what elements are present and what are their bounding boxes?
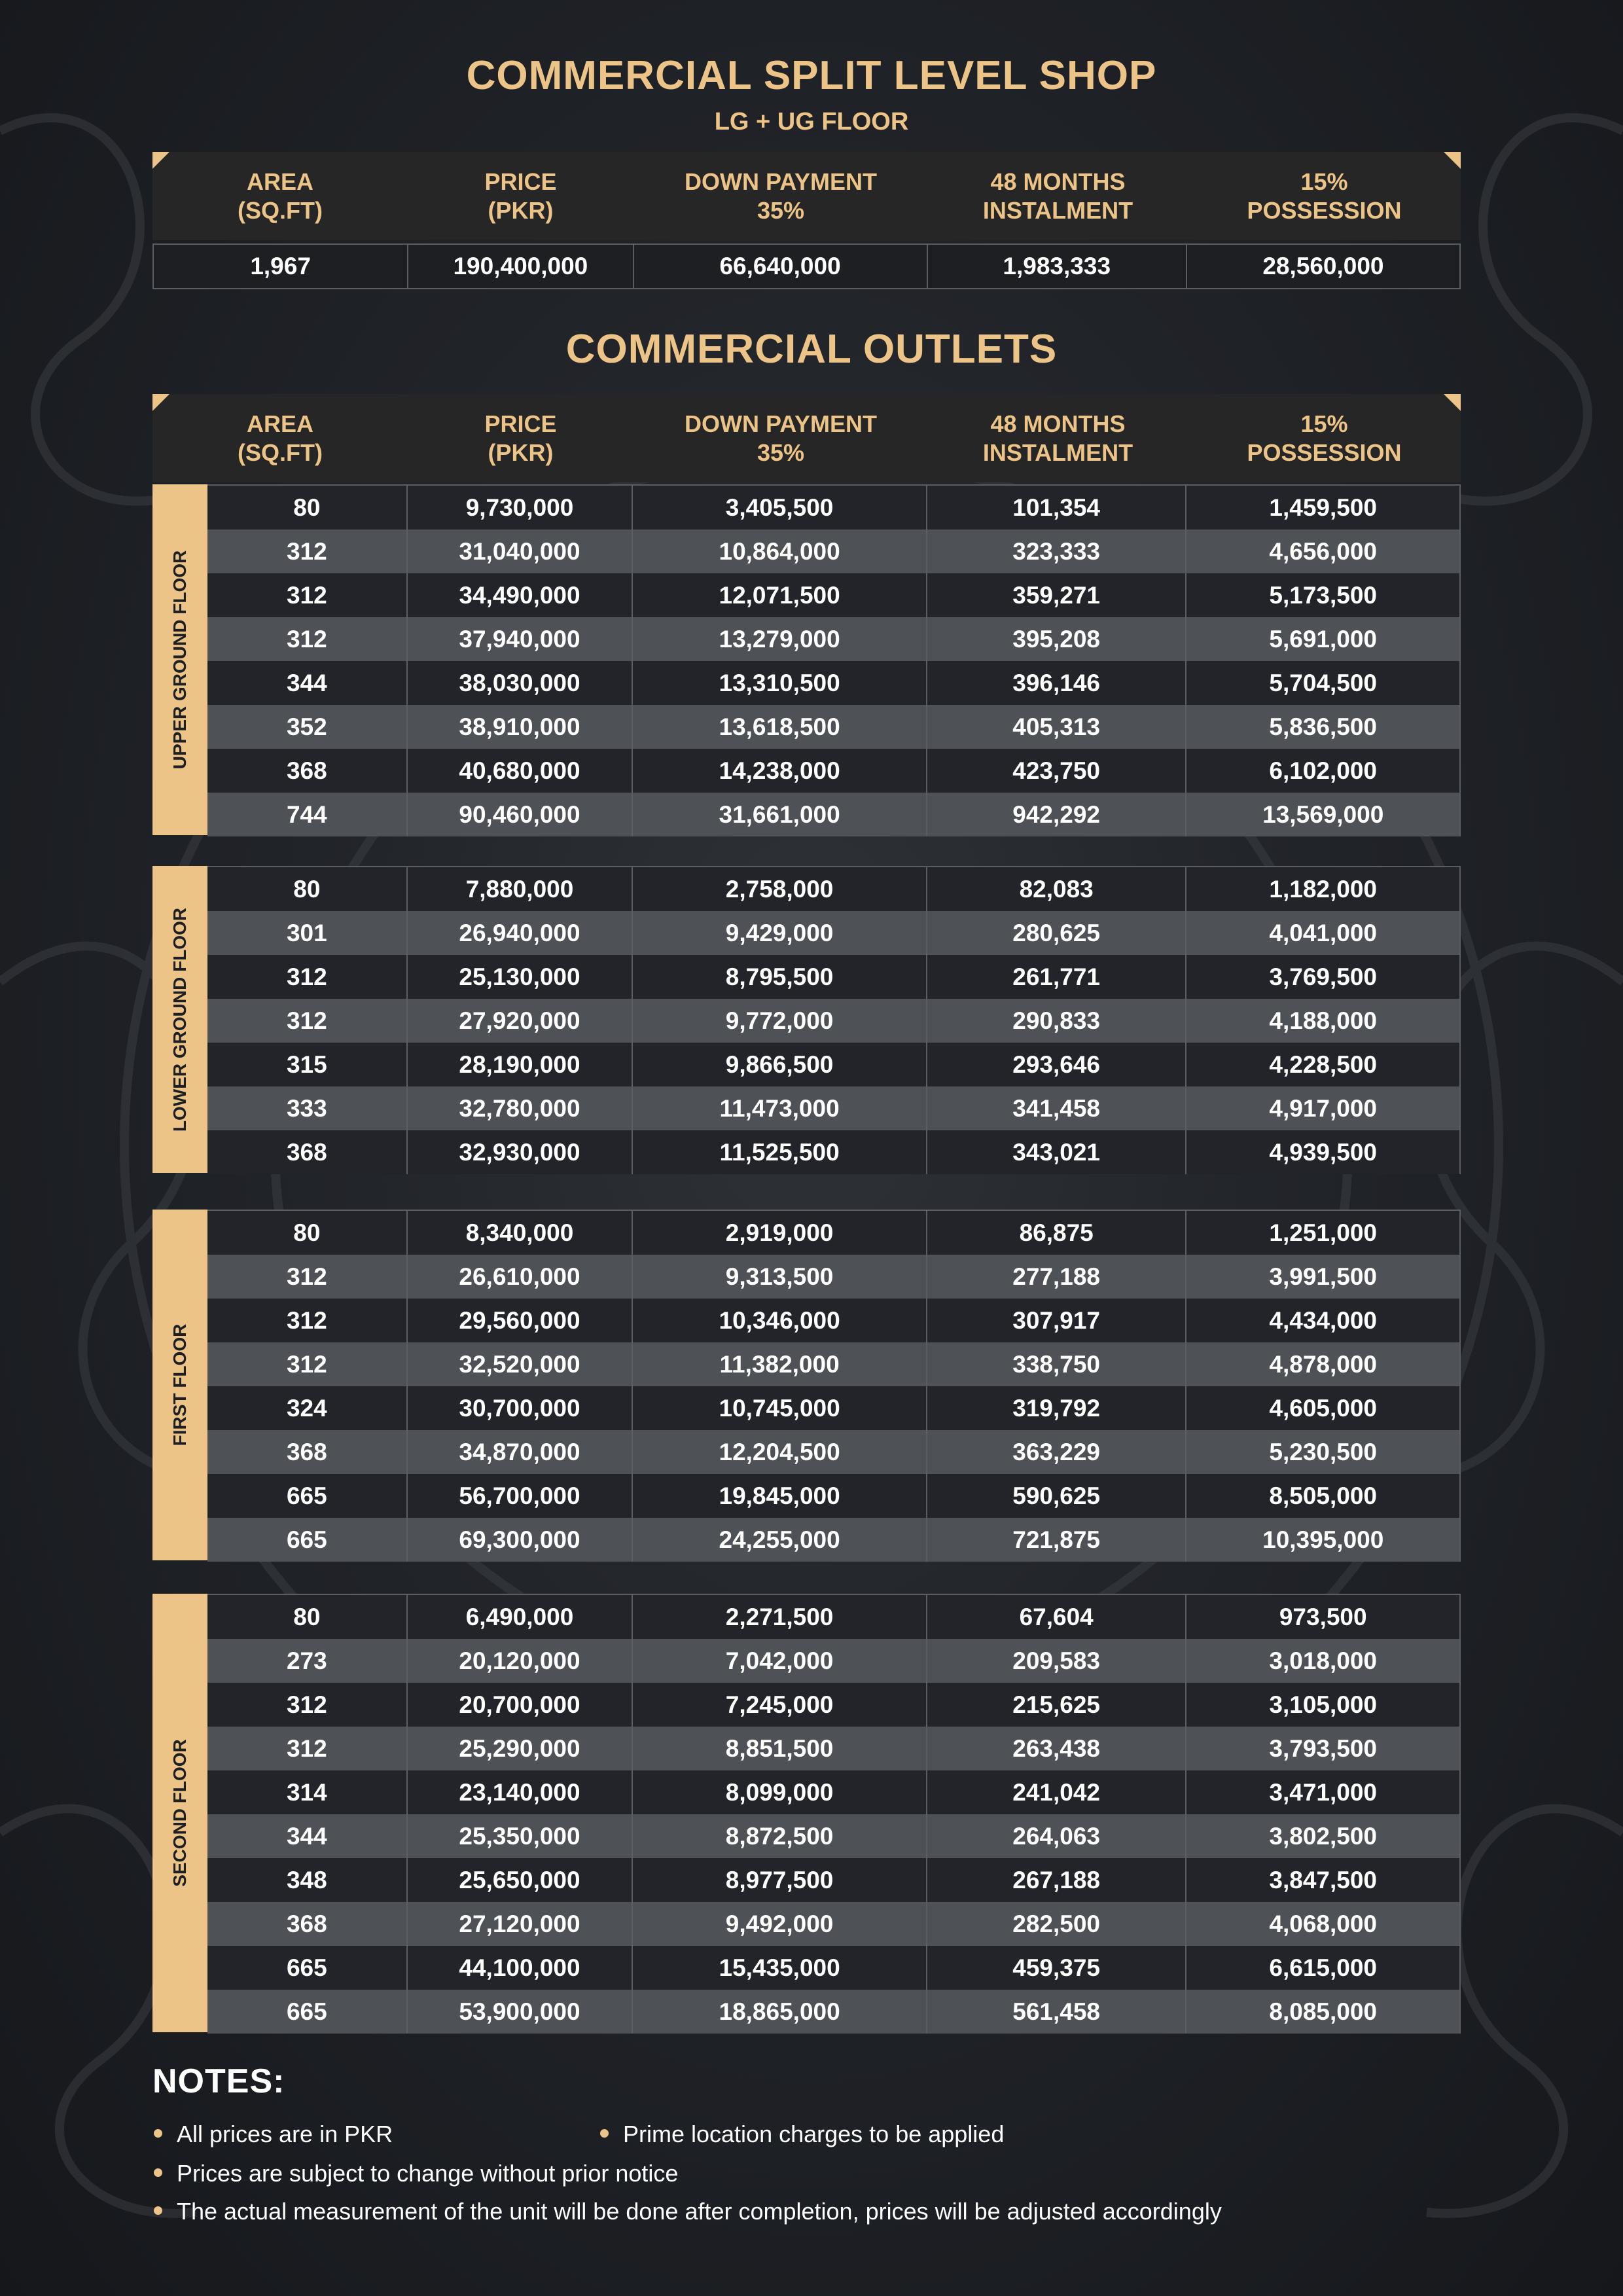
bullet-icon xyxy=(154,2129,162,2138)
cell-area: 301 xyxy=(207,911,408,955)
floor-rows xyxy=(207,866,1461,1174)
cell-area: 665 xyxy=(207,1946,408,1990)
cell-instalment: 561,458 xyxy=(927,1990,1187,2034)
cell-price: 25,130,000 xyxy=(408,955,633,999)
cell-possession: 6,102,000 xyxy=(1269,757,1378,784)
split-level-subtitle: LG + UG FLOOR xyxy=(714,108,909,135)
cell-area: 312 xyxy=(207,1255,408,1299)
cell-area: 665 xyxy=(207,1990,408,2034)
cell-area: 312 xyxy=(207,1727,408,1770)
note-item xyxy=(154,2160,678,2187)
table-row xyxy=(207,1727,1459,1770)
cell-down-payment: 9,772,000 xyxy=(633,999,927,1043)
table-row xyxy=(207,1518,1459,1562)
cell-price: 31,040,000 xyxy=(408,529,633,573)
cell-possession: 3,991,500 xyxy=(1269,1263,1378,1290)
cell-instalment: 293,646 xyxy=(927,1043,1187,1086)
corner-ornament xyxy=(1444,394,1461,411)
cell-down-payment: 8,977,500 xyxy=(633,1858,927,1902)
corner-ornament xyxy=(152,152,169,169)
floor-rows xyxy=(207,1210,1461,1562)
cell-area: 665 xyxy=(207,1518,408,1562)
cell-price: 9,730,000 xyxy=(408,486,633,529)
table-row xyxy=(207,1043,1459,1086)
floor-group-body xyxy=(152,484,1461,836)
cell-down-payment: 10,346,000 xyxy=(633,1299,927,1342)
cell-down-payment: 13,618,500 xyxy=(633,705,927,749)
table-row xyxy=(207,1990,1459,2034)
cell-down-payment: 14,238,000 xyxy=(633,749,927,793)
table-row xyxy=(207,529,1459,573)
cell-area: 344 xyxy=(207,1814,408,1858)
cell-possession: 3,793,500 xyxy=(1269,1734,1378,1762)
cell-price: 40,680,000 xyxy=(408,749,633,793)
cell-instalment: 423,750 xyxy=(927,749,1187,793)
cell-instalment: 942,292 xyxy=(927,793,1187,836)
table-row xyxy=(207,1474,1459,1518)
cell-area: 324 xyxy=(207,1386,408,1430)
header-instalment: 48 MONTHS INSTALMENT xyxy=(982,410,1133,466)
cell-possession: 28,560,000 xyxy=(1262,253,1384,279)
cell-area: 312 xyxy=(207,573,408,617)
table-row xyxy=(207,793,1459,836)
cell-down-payment: 10,864,000 xyxy=(633,529,927,573)
cell-price: 6,490,000 xyxy=(408,1595,633,1639)
cell-possession: 3,802,500 xyxy=(1269,1822,1378,1850)
cell-instalment: 359,271 xyxy=(927,573,1187,617)
cell-down-payment: 9,492,000 xyxy=(633,1902,927,1946)
cell-price: 190,400,000 xyxy=(408,245,633,288)
cell-instalment: 82,083 xyxy=(927,867,1187,911)
cell-price: 56,700,000 xyxy=(408,1474,633,1518)
cell-possession: 4,434,000 xyxy=(1269,1306,1378,1334)
bullet-icon xyxy=(154,2168,162,2177)
cell-price: 38,910,000 xyxy=(408,705,633,749)
cell-possession: 4,939,500 xyxy=(1269,1138,1378,1166)
bullet-icon xyxy=(600,2129,609,2138)
floor-group xyxy=(152,1210,1461,1562)
table-row xyxy=(207,1814,1459,1858)
cell-area: 368 xyxy=(207,1902,408,1946)
cell-down-payment: 24,255,000 xyxy=(633,1518,927,1562)
cell-down-payment: 9,429,000 xyxy=(633,911,927,955)
split-level-title: COMMERCIAL SPLIT LEVEL SHOP xyxy=(466,53,1157,98)
cell-possession: 13,569,000 xyxy=(1262,800,1384,828)
split-level-table xyxy=(152,152,1461,289)
cell-down-payment: 2,919,000 xyxy=(633,1211,927,1255)
table-row xyxy=(154,245,1459,288)
cell-down-payment: 8,099,000 xyxy=(633,1770,927,1814)
header-area: AREA (SQ.FT) xyxy=(238,168,323,224)
table-row xyxy=(207,1086,1459,1130)
cell-price: 38,030,000 xyxy=(408,661,633,705)
cell-instalment: 1,983,333 xyxy=(928,245,1187,288)
table-header xyxy=(152,394,1461,482)
cell-area: 312 xyxy=(207,617,408,661)
cell-area: 344 xyxy=(207,661,408,705)
cell-area: 80 xyxy=(207,486,408,529)
cell-price: 32,780,000 xyxy=(408,1086,633,1130)
table-row xyxy=(207,1211,1459,1255)
floor-group-body xyxy=(152,1210,1461,1562)
floor-group xyxy=(152,484,1461,836)
cell-price: 26,610,000 xyxy=(408,1255,633,1299)
cell-possession: 8,505,000 xyxy=(1269,1482,1378,1509)
cell-price: 20,700,000 xyxy=(408,1683,633,1727)
bullet-icon xyxy=(154,2206,162,2215)
table-row xyxy=(207,749,1459,793)
cell-price: 27,920,000 xyxy=(408,999,633,1043)
header-instalment: 48 MONTHS INSTALMENT xyxy=(982,168,1133,224)
floor-rows xyxy=(207,1594,1461,2034)
note-text: All prices are in PKR xyxy=(177,2121,393,2147)
cell-instalment: 590,625 xyxy=(927,1474,1187,1518)
cell-price: 29,560,000 xyxy=(408,1299,633,1342)
cell-price: 90,460,000 xyxy=(408,793,633,836)
cell-instalment: 290,833 xyxy=(927,999,1187,1043)
cell-possession: 4,917,000 xyxy=(1269,1094,1378,1122)
cell-area: 368 xyxy=(207,1430,408,1474)
cell-area: 1,967 xyxy=(154,245,408,288)
cell-possession: 6,615,000 xyxy=(1269,1954,1378,1981)
cell-instalment: 363,229 xyxy=(927,1430,1187,1474)
cell-area: 368 xyxy=(207,1130,408,1174)
cell-price: 32,930,000 xyxy=(408,1130,633,1174)
cell-instalment: 338,750 xyxy=(927,1342,1187,1386)
cell-instalment: 343,021 xyxy=(927,1130,1187,1174)
cell-down-payment: 31,661,000 xyxy=(633,793,927,836)
header-down-payment: DOWN PAYMENT 35% xyxy=(684,168,877,224)
cell-price: 32,520,000 xyxy=(408,1342,633,1386)
cell-instalment: 396,146 xyxy=(927,661,1187,705)
table-row xyxy=(207,486,1459,529)
cell-instalment: 721,875 xyxy=(927,1518,1187,1562)
cell-down-payment: 18,865,000 xyxy=(633,1990,927,2034)
cell-price: 53,900,000 xyxy=(408,1990,633,2034)
cell-price: 7,880,000 xyxy=(408,867,633,911)
cell-possession: 3,018,000 xyxy=(1269,1647,1378,1674)
cell-possession: 1,251,000 xyxy=(1269,1219,1378,1246)
cell-possession: 1,182,000 xyxy=(1269,875,1378,903)
cell-instalment: 67,604 xyxy=(927,1595,1187,1639)
cell-down-payment: 13,310,500 xyxy=(633,661,927,705)
cell-instalment: 264,063 xyxy=(927,1814,1187,1858)
cell-area: 314 xyxy=(207,1770,408,1814)
split-level-row-wrap xyxy=(152,243,1461,289)
cell-price: 26,940,000 xyxy=(408,911,633,955)
table-row xyxy=(207,661,1459,705)
cell-instalment: 86,875 xyxy=(927,1211,1187,1255)
cell-instalment: 395,208 xyxy=(927,617,1187,661)
floor-group-body xyxy=(152,866,1461,1174)
cell-down-payment: 19,845,000 xyxy=(633,1474,927,1518)
cell-down-payment: 11,473,000 xyxy=(633,1086,927,1130)
table-row xyxy=(207,1299,1459,1342)
cell-possession: 973,500 xyxy=(1279,1603,1367,1630)
cell-down-payment: 66,640,000 xyxy=(634,245,928,288)
header-possession: 15% POSSESSION xyxy=(1247,410,1402,466)
cell-down-payment: 12,071,500 xyxy=(633,573,927,617)
table-row xyxy=(207,1770,1459,1814)
table-row xyxy=(207,1639,1459,1683)
cell-possession: 4,041,000 xyxy=(1269,919,1378,946)
cell-instalment: 101,354 xyxy=(927,486,1187,529)
cell-down-payment: 10,745,000 xyxy=(633,1386,927,1430)
cell-price: 34,870,000 xyxy=(408,1430,633,1474)
cell-down-payment: 12,204,500 xyxy=(633,1430,927,1474)
note-item xyxy=(154,2121,393,2148)
cell-possession: 4,656,000 xyxy=(1269,537,1378,565)
cell-instalment: 282,500 xyxy=(927,1902,1187,1946)
cell-possession: 8,085,000 xyxy=(1269,1998,1378,2025)
cell-possession: 5,230,500 xyxy=(1269,1438,1378,1465)
cell-possession: 3,105,000 xyxy=(1269,1691,1378,1718)
note-item xyxy=(154,2198,1222,2225)
table-row xyxy=(207,1255,1459,1299)
table-row xyxy=(207,1858,1459,1902)
cell-down-payment: 9,313,500 xyxy=(633,1255,927,1299)
cell-possession: 4,605,000 xyxy=(1269,1394,1378,1422)
cell-down-payment: 11,382,000 xyxy=(633,1342,927,1386)
cell-possession: 4,878,000 xyxy=(1269,1350,1378,1378)
cell-down-payment: 13,279,000 xyxy=(633,617,927,661)
cell-price: 23,140,000 xyxy=(408,1770,633,1814)
cell-area: 80 xyxy=(207,867,408,911)
cell-area: 312 xyxy=(207,1683,408,1727)
cell-down-payment: 3,405,500 xyxy=(633,486,927,529)
outlets-table xyxy=(152,394,1461,482)
table-row xyxy=(207,1595,1459,1639)
table-row xyxy=(207,573,1459,617)
cell-instalment: 241,042 xyxy=(927,1770,1187,1814)
cell-area: 333 xyxy=(207,1086,408,1130)
cell-area: 665 xyxy=(207,1474,408,1518)
header-area: AREA (SQ.FT) xyxy=(238,410,323,466)
cell-instalment: 277,188 xyxy=(927,1255,1187,1299)
cell-area: 744 xyxy=(207,793,408,836)
cell-possession: 5,173,500 xyxy=(1269,581,1378,609)
cell-down-payment: 2,271,500 xyxy=(633,1595,927,1639)
cell-price: 25,650,000 xyxy=(408,1858,633,1902)
cell-down-payment: 7,042,000 xyxy=(633,1639,927,1683)
cell-down-payment: 8,851,500 xyxy=(633,1727,927,1770)
table-row xyxy=(207,1430,1459,1474)
cell-area: 80 xyxy=(207,1211,408,1255)
cell-instalment: 405,313 xyxy=(927,705,1187,749)
cell-price: 34,490,000 xyxy=(408,573,633,617)
note-text: The actual measurement of the unit will be done after completion, prices will be adjusted accordingly xyxy=(177,2198,1222,2225)
cell-price: 28,190,000 xyxy=(408,1043,633,1086)
cell-possession: 4,228,500 xyxy=(1269,1050,1378,1078)
cell-area: 348 xyxy=(207,1858,408,1902)
floor-label-text: FIRST FLOOR xyxy=(169,1323,190,1446)
table-row xyxy=(207,1130,1459,1174)
table-row xyxy=(207,1946,1459,1990)
header-down-payment: DOWN PAYMENT 35% xyxy=(684,410,877,466)
table-row xyxy=(207,705,1459,749)
header-price: PRICE (PKR) xyxy=(484,410,557,466)
cell-possession: 3,847,500 xyxy=(1269,1866,1378,1893)
cell-down-payment: 11,525,500 xyxy=(633,1130,927,1174)
cell-instalment: 267,188 xyxy=(927,1858,1187,1902)
cell-area: 312 xyxy=(207,999,408,1043)
floor-rows xyxy=(207,484,1461,836)
table-row xyxy=(207,955,1459,999)
cell-possession: 1,459,500 xyxy=(1269,493,1378,521)
cell-area: 312 xyxy=(207,1299,408,1342)
cell-possession: 4,068,000 xyxy=(1269,1910,1378,1937)
floor-label xyxy=(152,484,207,835)
floor-label xyxy=(152,866,207,1173)
floor-label-text: LOWER GROUND FLOOR xyxy=(169,907,190,1132)
cell-price: 37,940,000 xyxy=(408,617,633,661)
floor-label-text: SECOND FLOOR xyxy=(169,1739,190,1887)
cell-instalment: 307,917 xyxy=(927,1299,1187,1342)
table-row xyxy=(207,1342,1459,1386)
cell-instalment: 261,771 xyxy=(927,955,1187,999)
cell-area: 312 xyxy=(207,1342,408,1386)
cell-possession: 4,188,000 xyxy=(1269,1007,1378,1034)
cell-instalment: 319,792 xyxy=(927,1386,1187,1430)
cell-possession: 5,836,500 xyxy=(1269,713,1378,740)
table-row xyxy=(207,1386,1459,1430)
cell-area: 80 xyxy=(207,1595,408,1639)
cell-instalment: 459,375 xyxy=(927,1946,1187,1990)
cell-instalment: 323,333 xyxy=(927,529,1187,573)
floor-label xyxy=(152,1210,207,1560)
cell-down-payment: 2,758,000 xyxy=(633,867,927,911)
cell-area: 368 xyxy=(207,749,408,793)
note-text: Prime location charges to be applied xyxy=(623,2121,1005,2147)
cell-price: 8,340,000 xyxy=(408,1211,633,1255)
cell-area: 312 xyxy=(207,529,408,573)
cell-down-payment: 9,866,500 xyxy=(633,1043,927,1086)
header-possession: 15% POSSESSION xyxy=(1247,168,1402,224)
cell-instalment: 280,625 xyxy=(927,911,1187,955)
floor-group-body xyxy=(152,1594,1461,2034)
cell-down-payment: 15,435,000 xyxy=(633,1946,927,1990)
cell-area: 273 xyxy=(207,1639,408,1683)
floor-group xyxy=(152,866,1461,1174)
cell-down-payment: 8,795,500 xyxy=(633,955,927,999)
cell-down-payment: 8,872,500 xyxy=(633,1814,927,1858)
cell-possession: 3,471,000 xyxy=(1269,1778,1378,1806)
floor-label-text: UPPER GROUND FLOOR xyxy=(169,550,190,770)
cell-instalment: 209,583 xyxy=(927,1639,1187,1683)
cell-possession: 10,395,000 xyxy=(1262,1526,1384,1553)
note-text: Prices are subject to change without prior notice xyxy=(177,2160,679,2187)
cell-down-payment: 7,245,000 xyxy=(633,1683,927,1727)
note-item xyxy=(600,2121,1004,2148)
cell-instalment: 341,458 xyxy=(927,1086,1187,1130)
corner-ornament xyxy=(1444,152,1461,169)
cell-price: 27,120,000 xyxy=(408,1902,633,1946)
cell-instalment: 215,625 xyxy=(927,1683,1187,1727)
corner-ornament xyxy=(152,394,169,411)
cell-price: 20,120,000 xyxy=(408,1639,633,1683)
table-header xyxy=(152,152,1461,240)
floor-label xyxy=(152,1594,207,2032)
cell-price: 30,700,000 xyxy=(408,1386,633,1430)
outlets-title: COMMERCIAL OUTLETS xyxy=(565,327,1058,372)
cell-price: 69,300,000 xyxy=(408,1518,633,1562)
table-row xyxy=(207,617,1459,661)
cell-instalment: 263,438 xyxy=(927,1727,1187,1770)
table-row xyxy=(207,1683,1459,1727)
cell-area: 315 xyxy=(207,1043,408,1086)
notes-title: NOTES: xyxy=(152,2062,285,2100)
cell-possession: 5,704,500 xyxy=(1269,669,1378,696)
cell-price: 25,350,000 xyxy=(408,1814,633,1858)
cell-area: 352 xyxy=(207,705,408,749)
table-row xyxy=(207,1902,1459,1946)
table-row xyxy=(207,999,1459,1043)
table-row xyxy=(207,867,1459,911)
cell-possession: 5,691,000 xyxy=(1269,625,1378,653)
table-row xyxy=(207,911,1459,955)
cell-price: 44,100,000 xyxy=(408,1946,633,1990)
header-price: PRICE (PKR) xyxy=(484,168,557,224)
floor-group xyxy=(152,1594,1461,2034)
cell-area: 312 xyxy=(207,955,408,999)
cell-possession: 3,769,500 xyxy=(1269,963,1378,990)
cell-price: 25,290,000 xyxy=(408,1727,633,1770)
